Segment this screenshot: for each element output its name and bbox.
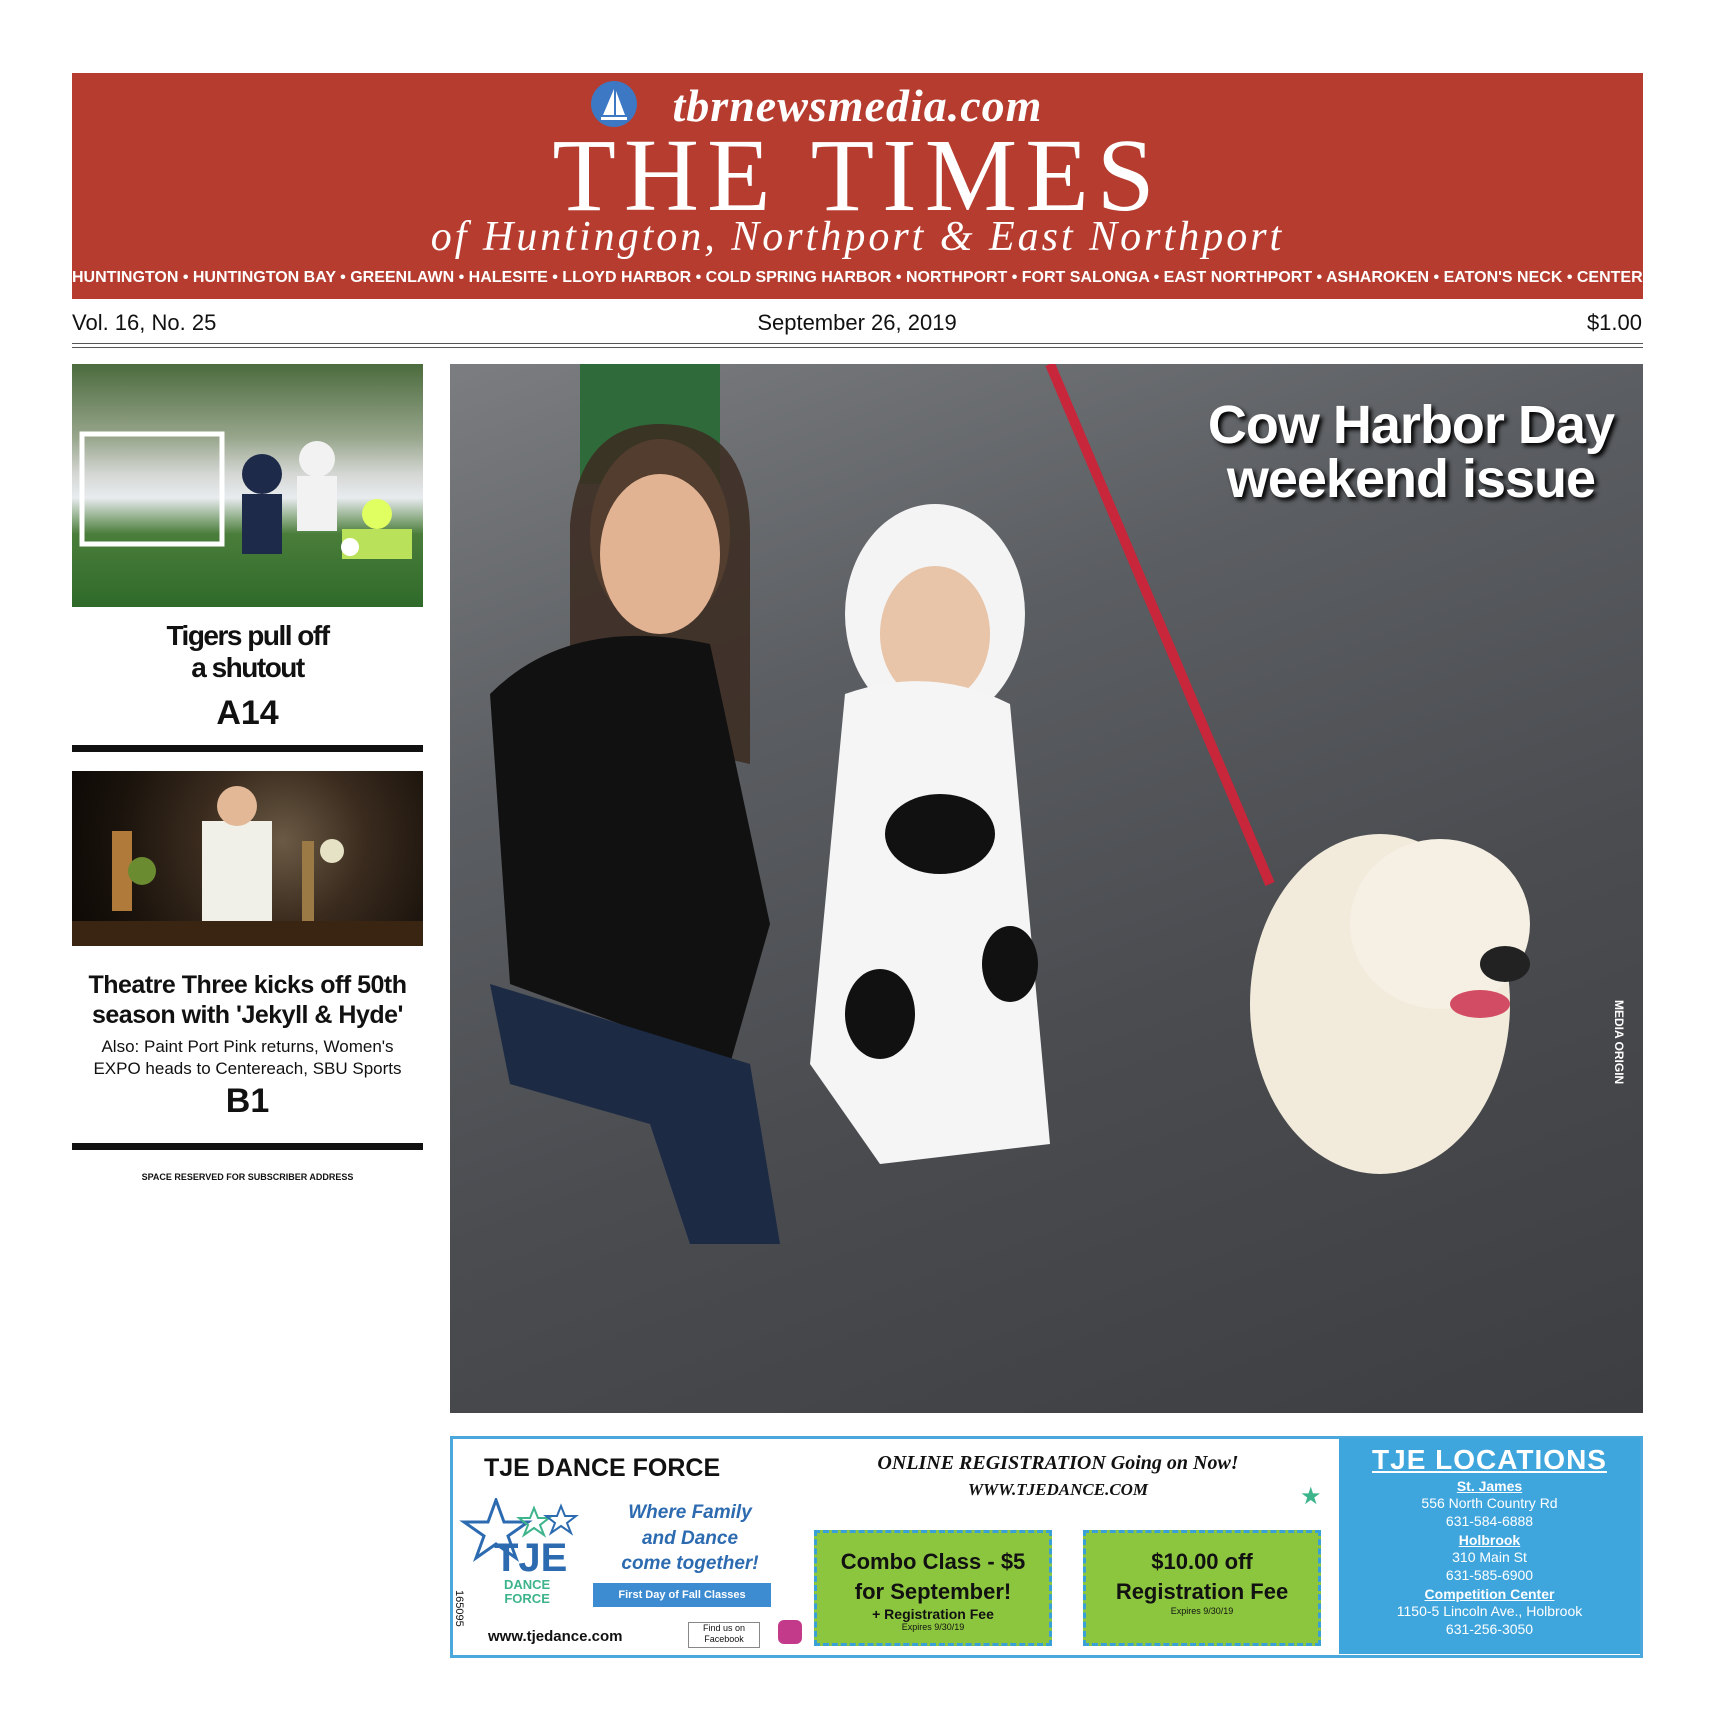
masthead (72, 73, 1688, 299)
subscriber-address-space: SPACE RESERVED FOR SUBSCRIBER ADDRESS (141, 1172, 354, 1182)
issue-date: September 26, 2019 (757, 310, 957, 335)
ad-code: 165095 (453, 1590, 465, 1627)
tje-logo-sub: DANCE FORCE (504, 1577, 551, 1606)
volume-number: Vol. 16, No. 25 (72, 310, 217, 335)
ad-tagline: Where Family and Dance come together! (621, 1502, 759, 1575)
paper-title: THE TIMES (552, 118, 1163, 233)
ad-locations: TJE LOCATIONS St. James 556 North Country Rd 631-584-6888 Holbrook 310 Main St 631-585-6900 Competition Center 1150-5 Lincoln Ave., Holbrook 631-256-3050 (1339, 1438, 1640, 1654)
location-name: St. James (1456, 1478, 1523, 1494)
photo-credit: MEDIA ORIGIN (1612, 1000, 1626, 1085)
site-url: tbrnewsmedia.com (672, 80, 1043, 131)
cover-headline[interactable]: Cow Harbor Day weekend issue (1207, 395, 1614, 509)
ad-url[interactable]: WWW.TJEDANCE.COM (967, 1480, 1149, 1499)
story1-page: A14 (216, 694, 279, 732)
coupon-combo-class[interactable]: Combo Class - $5 for September! + Registration Fee Expires 9/30/19 (814, 1530, 1052, 1646)
coverage-towns: HUNTINGTON • HUNTINGTON BAY • GREENLAWN • HALESITE • LLOYD HARBOR • COLD SPRING HARBOR • NORTHPORT • FORT SALONGA • EAST NORTHPORT • ASHAROKEN • EATON'S NECK • CENTERPORT (72, 269, 1688, 286)
story2-headline[interactable]: Theatre Three kicks off 50th season with 'Jekyll & Hyde' (88, 971, 407, 1029)
cover-photo (450, 364, 1643, 1413)
paper-subtitle: of Huntington, Northport & East Northport (430, 214, 1285, 260)
locations-title: TJE LOCATIONS (1372, 1444, 1607, 1475)
story1-headline[interactable]: Tigers pull off a shutout (166, 620, 329, 683)
story2-teaser: Also: Paint Port Pink returns, Women's EXPO heads to Centereach, SBU Sports (93, 1037, 402, 1078)
facebook-icon[interactable]: Find us on Facebook (688, 1622, 760, 1648)
location-name: Holbrook (1458, 1532, 1521, 1548)
ad-online-registration: ONLINE REGISTRATION Going on Now! (877, 1452, 1239, 1474)
sidebar-rule (72, 1143, 423, 1150)
header-rule (72, 343, 1643, 348)
coupon-registration[interactable]: $10.00 off Registration Fee Expires 9/30/19 (1083, 1530, 1321, 1646)
story2-page: B1 (225, 1082, 270, 1120)
tje-logo-text: TJE (494, 1536, 568, 1580)
ad-title: TJE DANCE FORCE (484, 1454, 721, 1482)
first-day-banner: First Day of Fall Classes September 9th (593, 1583, 771, 1607)
star-icon: ★ (1300, 1483, 1322, 1510)
issue-price: $1.00 (1586, 310, 1642, 335)
location-name: Competition Center (1424, 1586, 1555, 1602)
tje-logo (456, 1498, 586, 1608)
sidebar-rule (72, 745, 423, 752)
ad-website[interactable]: www.tjedance.com (488, 1628, 623, 1645)
soccer-photo (72, 364, 423, 607)
theatre-photo (72, 771, 423, 946)
instagram-icon[interactable] (778, 1620, 802, 1644)
